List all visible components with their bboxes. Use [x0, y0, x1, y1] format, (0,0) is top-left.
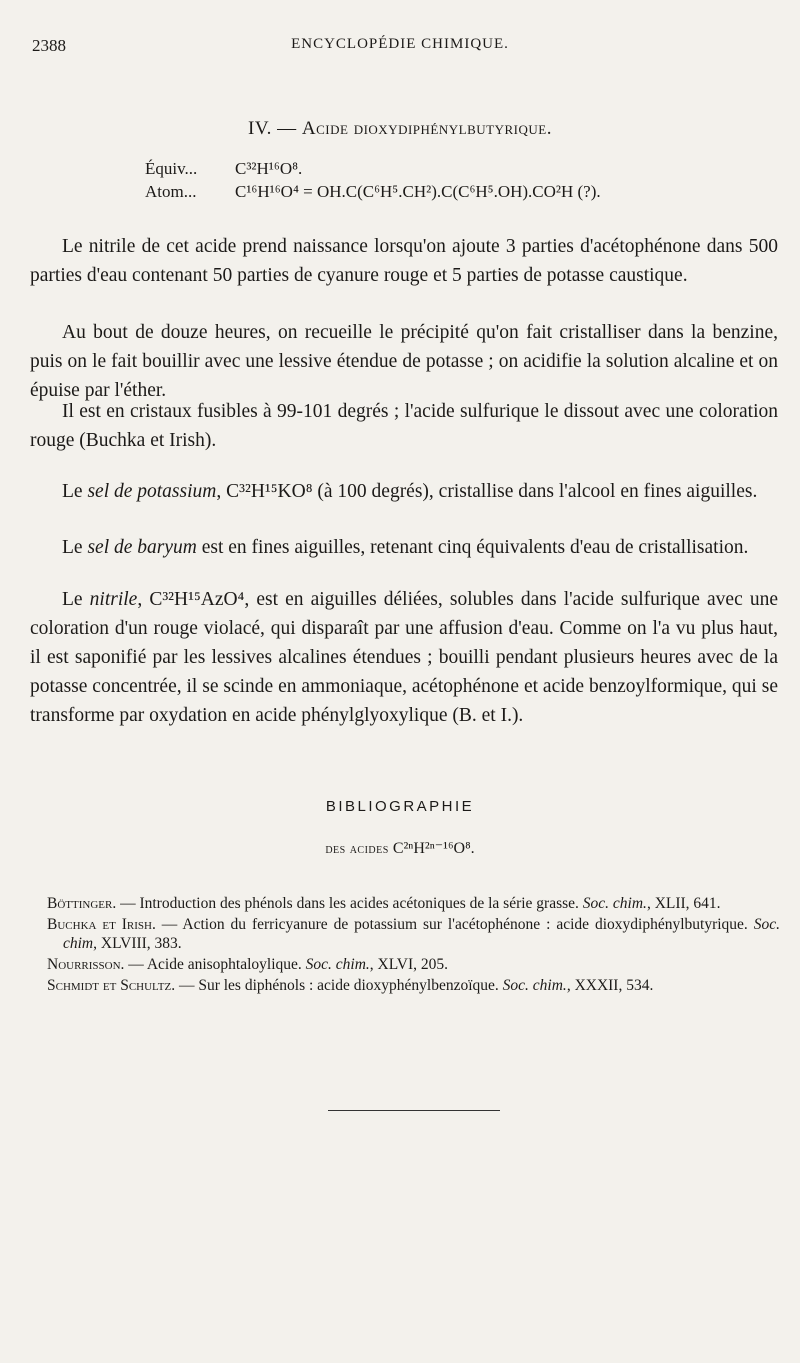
bibliography-entry [47, 955, 780, 974]
page-number: 2388 [32, 36, 66, 55]
bib-title: — Sur les diphénols : acide dioxyphénylbenzoïque. [175, 977, 503, 994]
bibliography-entry [47, 976, 780, 995]
running-header [30, 36, 770, 60]
paragraph-barium-salt [30, 533, 778, 562]
section-title: Acide dioxydiphénylbutyrique. [301, 118, 552, 139]
bibliography-subheading-formula: C²ⁿH²ⁿ⁻¹⁶O⁸. [392, 840, 475, 857]
bib-ref: , XLVIII, 383. [93, 935, 182, 952]
atom-formula-line [145, 182, 601, 202]
bib-ref: , XLII, 641. [646, 895, 721, 912]
bib-journal: Soc. chim. [502, 977, 567, 994]
bib-journal: Soc. chim. [582, 895, 647, 912]
bibliography-heading: BIBLIOGRAPHIE [325, 798, 475, 815]
equiv-formula: C³²H¹⁶O⁸. [235, 159, 303, 178]
paragraph-nitrile [30, 585, 778, 730]
text-run: est en fines aiguilles, retenant cinq équivalents d'eau de cristallisation. [196, 537, 749, 558]
bib-ref: , XXXII, 534. [566, 977, 654, 994]
bib-title: — Acide anisophtaloylique. [124, 956, 306, 973]
bibliography-entry [47, 894, 780, 913]
paragraph-properties: Il est en cristaux fusibles à 99-101 degrés ; l'acide sulfurique le dissout avec une coloration rouge (Buchka et Irish). [30, 401, 778, 451]
bibliography-subheading-text: des acides [325, 842, 389, 857]
bib-journal: Soc. chim. [305, 956, 370, 973]
paragraph-nitrile-origin: Le nitrile de cet acide prend naissance lorsqu'on ajoute 3 parties d'acétophénone dans 500 parties d'eau contenant 50 parties de cyanure rouge et 5 parties de potasse caustique. [30, 236, 778, 286]
text-run: Le [62, 537, 88, 558]
bib-title: — Introduction des phénols dans les acides acétoniques de la série grasse. [116, 895, 583, 912]
bibliography-list [47, 894, 780, 997]
equiv-formula-line [145, 159, 302, 179]
bib-author: Nourrisson. [47, 956, 125, 973]
bib-author: Schmidt et Schultz. [47, 977, 176, 994]
term-barium-salt: sel de baryum [87, 537, 197, 558]
term-potassium-salt: sel de potassium [87, 481, 217, 502]
paragraph-preparation: Au bout de douze heures, on recueille le précipité qu'on fait cristalliser dans la benzine, puis on le fait bouillir avec une lessive étendue de potasse ; on acidifie la solution alcaline et on épuise par l'éther. [30, 322, 778, 401]
atom-label: Atom... [145, 182, 197, 201]
bib-ref: , XLVI, 205. [369, 956, 449, 973]
equiv-label: Équiv... [145, 159, 198, 178]
bibliography-entry [47, 915, 780, 953]
running-title: ENCYCLOPÉDIE CHIMIQUE. [291, 36, 509, 52]
bib-title: — Action du ferricyanure de potassium sur l'acétophénone : acide dioxydiphénylbutyrique. [155, 916, 754, 933]
atom-formula: C¹⁶H¹⁶O⁴ = OH.C(C⁶H⁵.CH²).C(C⁶H⁵.OH).CO²H (?). [235, 182, 601, 201]
text-run: , C³²H¹⁵AzO⁴, est en aiguilles déliées, solubles dans l'acide sulfurique avec une coloration d'un rouge violacé, qui disparaît par une affusion d'eau. Comme on l'a vu plus haut, il est saponifié par les lessives alcalines étendues ; bouilli pendant plusieurs heures avec de la potasse concentrée, il se scinde en ammoniaque, acétophénone et acide benzoylformique, qui se transforme par oxydation en acide phénylglyoxylique (B. et I.). [30, 589, 778, 726]
term-nitrile: nitrile [89, 589, 138, 610]
bibliography-subheading [0, 838, 800, 858]
bib-author: Buchka et Irish. [47, 916, 156, 933]
text-run: Le [62, 481, 88, 502]
section-heading [0, 118, 800, 140]
section-number: IV. — [248, 118, 297, 139]
section-end-rule [328, 1110, 500, 1111]
paragraph-potassium-salt [30, 477, 778, 506]
text-run: , C³²H¹⁵KO⁸ (à 100 degrés), cristallise dans l'alcool en fines aiguilles. [216, 481, 758, 502]
text-run: Le [62, 589, 90, 610]
bib-author: Böttinger. [47, 895, 117, 912]
bib-journal: Soc. chim [63, 916, 780, 952]
